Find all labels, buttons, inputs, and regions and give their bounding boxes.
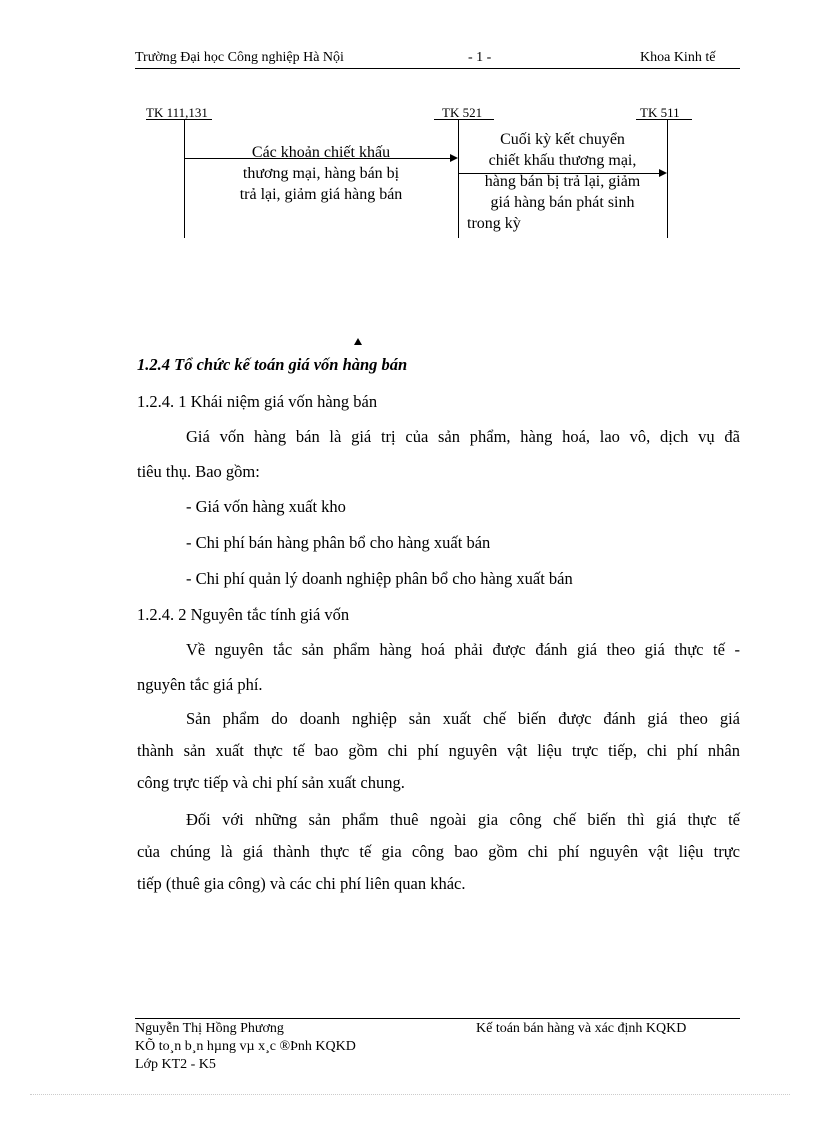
flow-label-1-line: thương mại, hàng bán bị — [242, 165, 400, 182]
section-heading: 1.2.4 Tổ chức kế toán giá vốn hàng bán — [137, 355, 408, 374]
flow-label-1-line: Các khoản chiết khấu — [251, 144, 391, 161]
page-bottom-dotted-line — [30, 1094, 790, 1095]
paragraph-3-line-3: công trực tiếp và chi phí sản xuất chung. — [137, 773, 405, 792]
account-underline-521 — [434, 119, 494, 120]
account-axis-111-131 — [184, 120, 185, 238]
account-label-521: TK 521 — [442, 105, 483, 120]
footer-author: Nguyễn Thị Hồng Phương — [135, 1021, 284, 1036]
bullet-item-1: - Giá vốn hàng xuất kho — [186, 497, 346, 516]
paragraph-1-line-1: Giá vốn hàng bán là giá trị của sản phẩm, hàng hoá, lao vô, dịch vụ đã — [186, 427, 740, 446]
footer-class: Lớp KT2 - K5 — [135, 1057, 216, 1072]
account-underline-111-131 — [146, 119, 212, 120]
bullet-item-2: - Chi phí bán hàng phân bổ cho hàng xuất bán — [186, 533, 491, 552]
flow-label-2-line: trong kỳ — [467, 215, 521, 232]
footer-rule — [135, 1018, 740, 1019]
bullet-item-3: - Chi phí quản lý doanh nghiệp phân bổ cho hàng xuất bán — [186, 569, 573, 588]
flow-label-1 — [186, 142, 456, 205]
account-label-511: TK 511 — [640, 105, 680, 120]
t-account-diagram — [0, 0, 816, 300]
account-label-111-131: TK 111,131 — [146, 105, 208, 120]
paragraph-4-line-1: Đối với những sản phẩm thuê ngoài gia công chế biến thì giá thực tế — [186, 810, 740, 829]
flow-label-2-line: hàng bán bị trả lại, giảm — [484, 173, 641, 190]
paragraph-2-line-2: nguyên tắc giá phí. — [137, 675, 263, 694]
account-underline-511 — [636, 119, 692, 120]
paragraph-3-line-2: thành sản xuất thực tế bao gồm chi phí nguyên vật liệu trực tiếp, chi phí nhân — [137, 741, 740, 760]
footer-title-legacy-encoding: KÕ to¸n b¸n hµng vµ x¸c ®Þnh KQKD — [135, 1039, 356, 1054]
flow-label-2-line: giá hàng bán phát sinh — [490, 194, 635, 211]
paragraph-1-line-2: tiêu thụ. Bao gồm: — [137, 462, 260, 481]
header-school: Trường Đại học Công nghiệp Hà Nội — [135, 50, 344, 65]
footer-title: Kế toán bán hàng và xác định KQKD — [476, 1021, 687, 1036]
flow-label-2-line: chiết khấu thương mại, — [488, 152, 637, 169]
triangle-marker-icon — [354, 338, 362, 345]
flow-label-2-line: Cuối kỳ kết chuyển — [500, 131, 625, 148]
flow-label-1-line: trả lại, giảm giá hàng bán — [239, 186, 403, 203]
paragraph-4-line-2: của chúng là giá thành thực tế gia công bao gồm chi phí nguyên vật liệu trực — [137, 842, 740, 861]
paragraph-4-line-3: tiếp (thuê gia công) và các chi phí liên quan khác. — [137, 874, 466, 893]
header-page-number: - 1 - — [468, 50, 492, 65]
paragraph-3-line-1: Sản phẩm do doanh nghiệp sản xuất chế biến được đánh giá theo giá — [186, 709, 740, 728]
account-axis-521 — [458, 120, 459, 238]
flow-label-2 — [460, 129, 665, 234]
paragraph-2-line-1: Về nguyên tắc sản phẩm hàng hoá phải được đánh giá theo giá thực tế - — [186, 640, 740, 659]
header-department: Khoa Kinh tế — [640, 50, 716, 65]
account-axis-511 — [667, 120, 668, 238]
subsection-heading-1: 1.2.4. 1 Khái niệm giá vốn hàng bán — [137, 392, 378, 411]
subsection-heading-2: 1.2.4. 2 Nguyên tắc tính giá vốn — [137, 605, 350, 624]
